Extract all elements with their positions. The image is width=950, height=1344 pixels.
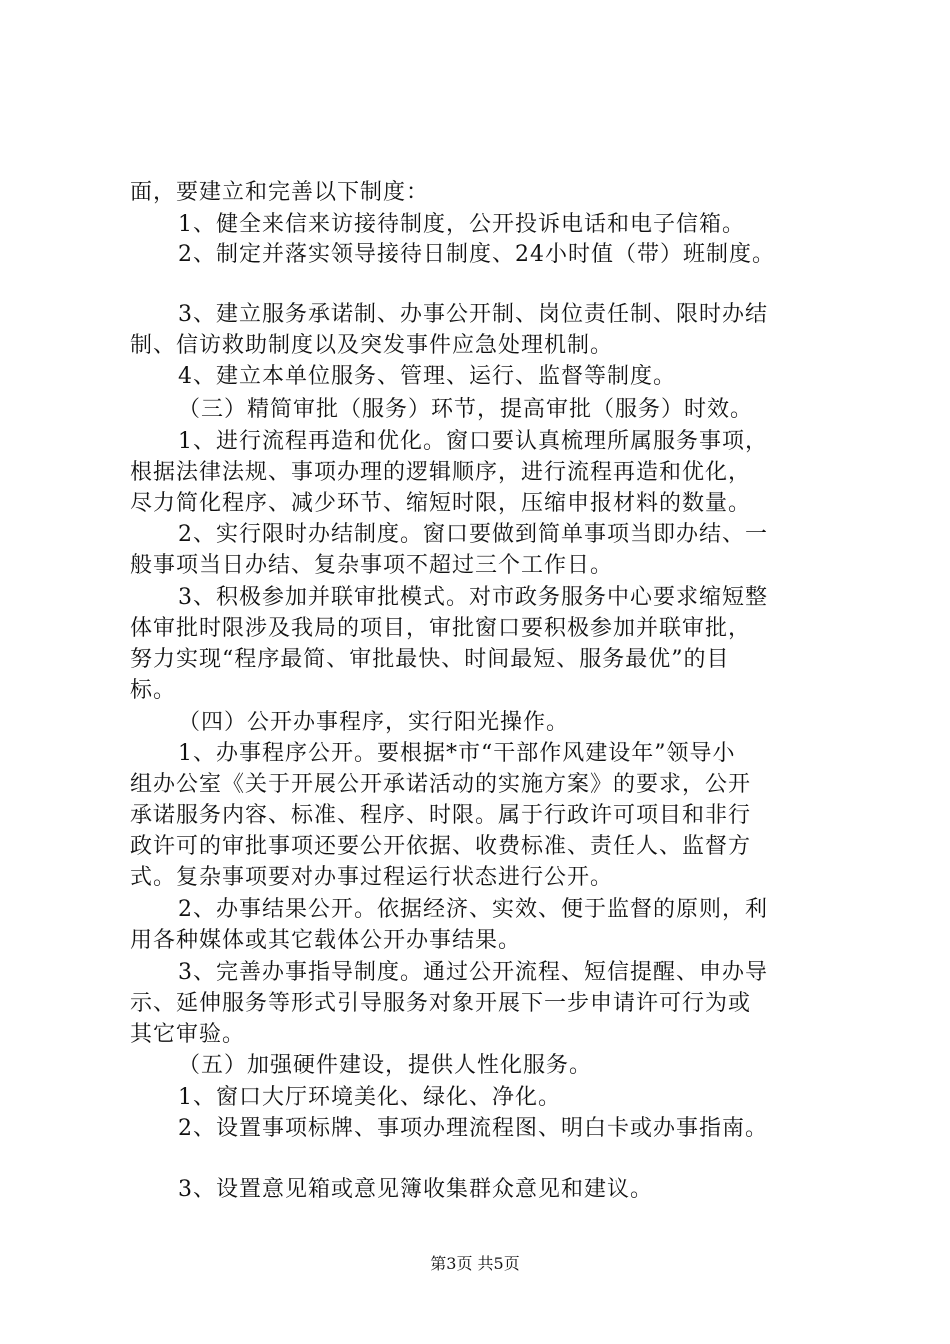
body-line: 2、办事结果公开。依据经济、实效、便于监督的原则，利 xyxy=(178,897,768,922)
body-line: 般事项当日办结、复杂事项不超过三个工作日。 xyxy=(130,553,614,578)
body-line: 面，要建立和完善以下制度： xyxy=(130,180,430,205)
body-line: 制、信访救助制度以及突发事件应急处理机制。 xyxy=(130,333,614,358)
section-heading: （五）加强硬件建设，提供人性化服务。 xyxy=(178,1053,593,1078)
body-line: 4、建立本单位服务、管理、运行、监督等制度。 xyxy=(178,364,676,389)
body-line: 组办公室《关于开展公开承诺活动的实施方案》的要求，公开 xyxy=(130,772,752,797)
body-line: 其它审验。 xyxy=(130,1022,246,1047)
page-number-footer: 第3页 共5页 xyxy=(430,1254,520,1273)
body-line: 1、窗口大厅环境美化、绿化、净化。 xyxy=(178,1085,561,1110)
body-line: 1、进行流程再造和优化。窗口要认真梳理所属服务事项， xyxy=(178,429,768,454)
body-line: 示、延伸服务等形式引导服务对象开展下一步申请许可行为或 xyxy=(130,991,752,1016)
section-heading: （三）精简审批（服务）环节，提高审批（服务）时效。 xyxy=(178,397,754,422)
body-line: 2、制定并落实领导接待日制度、24小时值（带）班制度。 xyxy=(178,242,775,267)
body-line: 根据法律法规、事项办理的逻辑顺序，进行流程再造和优化， xyxy=(130,460,752,485)
body-line: 标。 xyxy=(130,678,177,703)
body-line: 1、办事程序公开。要根据*市“干部作风建设年”领导小 xyxy=(178,741,736,766)
body-line: 2、设置事项标牌、事项办理流程图、明白卡或办事指南。 xyxy=(178,1116,768,1141)
body-line: 式。复杂事项要对办事过程运行状态进行公开。 xyxy=(130,865,614,890)
body-line: 用各种媒体或其它载体公开办事结果。 xyxy=(130,928,522,953)
body-line: 3、建立服务承诺制、办事公开制、岗位责任制、限时办结 xyxy=(178,302,768,327)
body-line: 2、实行限时办结制度。窗口要做到简单事项当即办结、一 xyxy=(178,522,768,547)
body-line: 政许可的审批事项还要公开依据、收费标准、责任人、监督方 xyxy=(130,834,752,859)
body-line: 努力实现“程序最简、审批最快、时间最短、服务最优”的目 xyxy=(130,647,730,672)
body-line: 3、设置意见箱或意见簿收集群众意见和建议。 xyxy=(178,1177,653,1202)
body-line: 承诺服务内容、标准、程序、时限。属于行政许可项目和非行 xyxy=(130,803,752,828)
body-line: 1、健全来信来访接待制度，公开投诉电话和电子信箱。 xyxy=(178,212,745,237)
body-line: 尽力简化程序、减少环节、缩短时限，压缩申报材料的数量。 xyxy=(130,491,752,516)
body-line: 体审批时限涉及我局的项目，审批窗口要积极参加并联审批， xyxy=(130,616,752,641)
body-line: 3、积极参加并联审批模式。对市政务服务中心要求缩短整 xyxy=(178,585,768,610)
body-line: 3、完善办事指导制度。通过公开流程、短信提醒、申办导 xyxy=(178,960,768,985)
section-heading: （四）公开办事程序，实行阳光操作。 xyxy=(178,710,570,735)
